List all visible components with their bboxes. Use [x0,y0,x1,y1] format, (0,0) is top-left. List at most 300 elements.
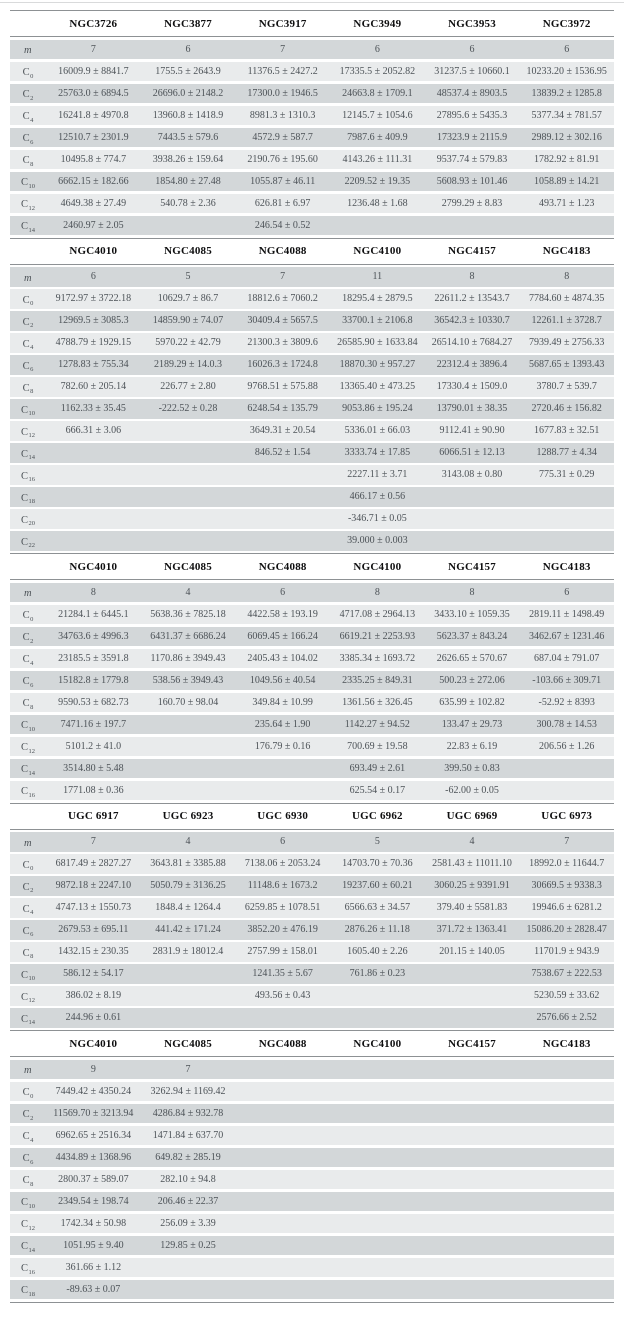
table-cell: 206.46 ± 22.37 [157,1195,219,1207]
table-cell: 201.15 ± 140.05 [439,946,505,958]
row-label-subscript: 0 [30,865,34,873]
table-cell: 3780.7 ± 539.7 [536,381,597,393]
column-header: NGC3917 [258,17,307,30]
row-label-subscript: 2 [30,94,34,102]
table-cell: 5230.59 ± 33.62 [533,990,600,1002]
row-label-base: m [23,272,32,284]
table-cell: 14859.90 ± 74.07 [152,315,224,327]
row-label [10,1280,46,1298]
row-label-base: C [22,1131,30,1143]
row-label [10,965,46,983]
column-header: NGC3877 [164,17,212,30]
row-label-base: C [20,1241,28,1253]
table-cell: 3514.80 ± 5.48 [63,762,124,774]
row-label-base: C [20,448,28,460]
table-cell: 13839.2 ± 1285.8 [531,87,602,99]
table-cell: 9172.97 ± 3722.18 [55,293,132,305]
row-label-base: C [20,1013,28,1025]
column-header: NGC4010 [69,1037,118,1050]
table-cell: 235.64 ± 1.90 [254,718,311,730]
table-cell: 9112.41 ± 90.90 [439,425,505,437]
table-row [10,876,614,896]
table-cell: 4143.26 ± 111.31 [342,153,413,165]
table-cell: 1361.56 ± 326.45 [342,696,413,708]
table-cell: 36542.3 ± 10330.7 [434,315,510,327]
row-label-subscript: 14 [28,454,35,462]
table-cell: 11148.6 ± 1673.2 [247,880,318,892]
row-label [10,1082,46,1100]
table-cell: 399.50 ± 0.83 [444,762,500,774]
table-cell: 1471.84 ± 637.70 [152,1129,224,1141]
table-cell: 2876.26 ± 11.18 [344,924,410,936]
row-label-subscript: 6 [30,366,34,374]
table-cell: 2831.9 ± 18012.4 [152,946,224,958]
row-label [10,62,46,80]
row-label-base: C [22,925,30,937]
table-cell: 5970.22 ± 42.79 [155,337,221,349]
table-row [10,920,614,940]
table-cell: 3143.08 ± 0.80 [441,469,503,481]
row-label-base: C [22,1109,30,1121]
header-bottom-rule [10,579,614,580]
table-cell: 18992.0 ± 11644.7 [529,858,605,870]
row-label-subscript: 14 [28,1019,35,1027]
table-row [10,854,614,874]
table-cell: 782.60 ± 205.14 [60,381,127,393]
row-label [10,987,46,1005]
row-label [10,488,46,506]
table-row [10,737,614,757]
table-cell: 6 [280,586,286,598]
row-label-base: C [22,676,30,688]
row-label-base: C [20,1285,28,1297]
row-label [10,510,46,528]
header-bottom-rule [10,264,614,265]
table-cell: 12145.7 ± 1054.6 [342,109,413,121]
row-label-base: C [22,654,30,666]
row-label [10,312,46,330]
table-cell: 540.78 ± 2.36 [160,197,216,209]
row-label [10,1148,46,1166]
row-label-subscript: 14 [28,226,35,234]
row-label [10,334,46,352]
table-cell: 31237.5 ± 10660.1 [434,65,510,77]
table-cell: 8 [469,586,475,598]
table-cell: 9872.18 ± 2247.10 [55,880,132,892]
table-cell: 649.82 ± 285.19 [155,1151,221,1163]
column-header: NGC4085 [164,1037,212,1050]
table-cell: 6962.65 ± 2516.34 [55,1129,132,1141]
row-label-base: C [20,1197,28,1209]
header-bottom-rule [10,829,614,830]
table-cell: 5050.79 ± 3136.25 [150,880,226,892]
table-cell: 17300.0 ± 1946.5 [247,87,318,99]
table-cell: 538.56 ± 3949.43 [152,674,224,686]
table-cell: 5336.01 ± 66.03 [344,425,411,437]
table-cell: 1055.87 ± 46.11 [250,175,316,187]
row-label [10,627,46,645]
table-cell: 2799.29 ± 8.83 [441,197,503,209]
table-cell: 5623.37 ± 843.24 [436,630,508,642]
table-cell: 3462.67 ± 1231.46 [528,630,605,642]
row-label-base: C [20,470,28,482]
row-label [10,216,46,234]
table-row [10,964,614,984]
table-cell: 666.31 ± 3.06 [65,425,122,437]
table-cell: 6 [469,43,475,55]
row-label-base: C [20,1219,28,1231]
table-cell: 5377.34 ± 781.57 [531,109,602,121]
table-cell: 3643.81 ± 3385.88 [150,858,226,870]
table-cell: 4649.38 ± 27.49 [60,197,127,209]
table-cell: 10629.7 ± 86.7 [157,293,219,305]
coefficient-tables [10,10,614,1303]
row-label-subscript: 8 [30,1180,34,1188]
row-label [10,400,46,418]
row-label-base: C [20,426,28,438]
table-cell: 160.70 ± 98.04 [157,696,219,708]
table-cell: 12261.1 ± 3728.7 [531,315,602,327]
table-cell: 7 [280,43,286,55]
row-label-subscript: 22 [28,542,35,550]
table-cell: 244.96 ± 0.61 [65,1012,122,1024]
row-label [10,1192,46,1210]
row-label-subscript: 2 [30,1114,34,1122]
table-header-row [10,1031,614,1056]
row-label-subscript: 8 [30,388,34,396]
table-row [10,1236,614,1256]
column-header: NGC4088 [258,1037,307,1050]
table-row [10,759,614,779]
table-cell: 1742.34 ± 50.98 [60,1217,127,1229]
column-header: UGC 6930 [257,810,309,822]
row-label-base: C [22,360,30,372]
table-cell: 300.78 ± 14.53 [536,718,597,730]
table-cell: 2349.54 ± 198.74 [58,1195,129,1207]
table-row [10,671,614,691]
row-label [10,605,46,623]
row-label-subscript: 6 [30,138,34,146]
table-cell: 4 [185,836,191,848]
table-row [10,942,614,962]
table-cell: 9768.51 ± 575.88 [247,381,318,393]
table-section-1 [10,10,614,235]
table-cell: 493.71 ± 1.23 [538,197,595,209]
table-cell: 6248.54 ± 135.79 [247,403,318,415]
table-cell: 1771.08 ± 0.36 [63,784,124,796]
table-header-row [10,554,614,579]
table-cell: 7 [90,43,96,55]
table-row [10,715,614,735]
row-label-subscript: 6 [30,681,34,689]
table-cell: -103.66 ± 309.71 [532,674,602,686]
table-row [10,1104,614,1124]
row-label-subscript: 12 [28,747,35,755]
table-cell: 256.09 ± 3.39 [160,1217,216,1229]
table-cell: 2227.11 ± 3.71 [347,469,408,481]
table-cell: 4788.79 ± 1929.15 [55,337,132,349]
table-row [10,150,614,170]
column-header: NGC4157 [448,560,496,573]
row-label-base: C [22,610,30,622]
table-cell: 500.23 ± 272.06 [439,674,505,686]
table-cell: 6817.49 ± 2827.27 [55,858,132,870]
row-label-subscript: 4 [30,909,34,917]
row-label [10,1060,46,1078]
row-label [10,921,46,939]
table-cell: 7 [185,1063,191,1075]
table-row [10,898,614,918]
column-header: UGC 6973 [541,810,593,822]
table-cell: 1432.15 ± 230.35 [58,946,129,958]
table-body [10,267,614,551]
row-label-subscript: 20 [28,520,35,528]
table-cell: 16026.3 ± 1724.8 [247,359,318,371]
row-label-base: C [22,903,30,915]
row-label [10,128,46,146]
table-cell: 39.000 ± 0.003 [347,535,408,547]
row-label [10,855,46,873]
table-cell: 1241.35 ± 5.67 [252,968,313,980]
table-cell: 386.02 ± 8.19 [65,990,122,1002]
row-label-subscript: 12 [28,997,35,1005]
table-cell: 4 [469,836,475,848]
column-header: NGC4157 [448,1037,496,1050]
row-label-subscript: 10 [28,182,35,190]
table-cell: 21300.3 ± 3809.6 [247,337,318,349]
table-cell: 687.04 ± 791.07 [533,652,600,664]
table-cell: 361.66 ± 1.12 [65,1261,122,1273]
table-cell: 6566.63 ± 34.57 [344,902,411,914]
table-body [10,40,614,236]
row-label-base: C [22,338,30,350]
table-cell: 15086.20 ± 2828.47 [526,924,607,936]
table-row [10,355,614,375]
row-label [10,356,46,374]
row-label-subscript: 14 [28,1246,35,1254]
table-section-3 [10,553,614,800]
table-cell: 11569.70 ± 3213.94 [53,1107,134,1119]
table-cell: 693.49 ± 2.61 [349,762,406,774]
table-row [10,194,614,214]
table-cell: 7449.42 ± 4350.24 [55,1085,132,1097]
row-label [10,583,46,601]
table-cell: 246.54 ± 0.52 [254,219,311,231]
table-cell: 493.56 ± 0.43 [254,990,311,1002]
column-header: NGC4100 [353,245,402,257]
table-cell: 5 [185,271,191,283]
row-label [10,172,46,190]
row-label-subscript: 0 [30,1092,34,1100]
row-label [10,40,46,58]
table-cell: 2335.25 ± 849.31 [342,674,413,686]
row-label [10,106,46,124]
table-cell: 5608.93 ± 101.46 [436,175,508,187]
table-row [10,583,614,603]
table-cell: 19237.60 ± 60.21 [342,880,413,892]
row-label [10,877,46,895]
table-cell: 1755.5 ± 2643.9 [155,65,221,77]
table-row [10,399,614,419]
row-label [10,943,46,961]
table-cell: 2581.43 ± 11011.10 [432,858,512,870]
table-row [10,421,614,441]
table-cell: 6431.37 ± 6686.24 [150,630,226,642]
row-label [10,290,46,308]
row-label-subscript: 18 [28,498,35,506]
table-cell: 2209.52 ± 19.35 [344,175,411,187]
row-label-base: C [22,1153,30,1165]
row-label-base: C [20,742,28,754]
column-header: NGC4183 [542,245,591,257]
row-label-base: C [22,111,30,123]
table-row [10,465,614,485]
table-cell: 176.79 ± 0.16 [254,740,311,752]
table-cell: 775.31 ± 0.29 [538,469,595,481]
table-cell: 5687.65 ± 1393.43 [528,359,605,371]
row-label-base: C [20,969,28,981]
table-cell: 10495.8 ± 774.7 [60,153,127,165]
row-label [10,1236,46,1254]
row-label [10,693,46,711]
table-cell: 7443.5 ± 579.6 [157,131,219,143]
table-cell: 9053.86 ± 195.24 [342,403,413,415]
row-label-subscript: 16 [28,476,35,484]
column-header: NGC3953 [448,17,496,30]
table-cell: 3649.31 ± 20.54 [249,425,316,437]
table-cell: 11376.5 ± 2427.2 [247,65,318,77]
table-cell: 206.56 ± 1.26 [538,740,595,752]
table-cell: 22611.2 ± 13543.7 [434,293,510,305]
row-label-base: C [22,698,30,710]
table-cell: 1854.80 ± 27.48 [155,175,221,187]
row-label [10,268,46,286]
table-section-4 [10,803,614,1028]
row-label-subscript: 0 [30,615,34,623]
table-cell: 13790.01 ± 38.35 [436,403,508,415]
row-label-subscript: 14 [28,769,35,777]
table-cell: 6066.51 ± 12.13 [439,447,505,459]
column-header: NGC4010 [69,560,118,573]
table-cell: 30409.4 ± 5657.5 [247,315,318,327]
table-cell: -52.92 ± 8393 [538,696,595,708]
table-cell: 13365.40 ± 473.25 [339,381,416,393]
table-cell: 2800.37 ± 589.07 [58,1173,129,1185]
table-row [10,443,614,463]
row-label-base: C [22,382,30,394]
table-cell: 9590.53 ± 682.73 [58,696,129,708]
table-cell: 1782.92 ± 81.91 [533,153,600,165]
table-cell: 3262.94 ± 1169.42 [150,1085,226,1097]
table-cell: 4422.58 ± 193.19 [247,608,318,620]
row-label-base: C [22,155,30,167]
row-label-subscript: 18 [28,1290,35,1298]
table-cell: 3938.26 ± 159.64 [152,153,224,165]
row-label [10,1214,46,1232]
table-cell: 33700.1 ± 2106.8 [342,315,413,327]
row-label-subscript: 8 [30,160,34,168]
row-label-base: C [22,632,30,644]
table-cell: 4286.84 ± 932.78 [152,1107,224,1119]
table-header-row [10,804,614,829]
row-label [10,466,46,484]
table-row [10,84,614,104]
table-row [10,267,614,287]
table-cell: 1236.48 ± 1.68 [347,197,408,209]
table-row [10,1008,614,1028]
row-label-base: C [20,221,28,233]
row-label [10,781,46,799]
table-cell: 6 [564,586,570,598]
table-row [10,1126,614,1146]
table-cell: 6662.15 ± 182.66 [58,175,129,187]
table-cell: 8 [469,271,475,283]
table-cell: 6 [564,43,570,55]
column-header: NGC4085 [164,560,212,573]
row-label [10,833,46,851]
table-cell: 2460.97 ± 2.05 [63,219,124,231]
table-row [10,216,614,236]
table-cell: 1142.27 ± 94.52 [344,718,410,730]
table-row [10,832,614,852]
row-label-base: C [20,199,28,211]
table-section-5 [10,1030,614,1299]
row-label-subscript: 0 [30,72,34,80]
table-row [10,1280,614,1300]
table-cell: 4572.9 ± 587.7 [252,131,313,143]
row-label-base: C [20,1263,28,1275]
table-cell: 48537.4 ± 8903.5 [436,87,508,99]
table-cell: 16009.9 ± 8841.7 [58,65,129,77]
row-label [10,1009,46,1027]
table-cell: 26696.0 ± 2148.2 [152,87,224,99]
table-cell: 7 [90,836,96,848]
table-cell: 1288.77 ± 4.34 [536,447,597,459]
row-label-subscript: 16 [28,1268,35,1276]
table-cell: 6 [280,836,286,848]
row-label-subscript: 6 [30,1158,34,1166]
column-header: NGC4157 [448,245,496,257]
row-label-subscript: 10 [28,975,35,983]
row-label-base: C [20,492,28,504]
table-cell: 1170.86 ± 3949.43 [150,652,226,664]
table-cell: 15182.8 ± 1779.8 [58,674,129,686]
table-cell: 5638.36 ± 7825.18 [150,608,226,620]
column-header: NGC4100 [353,1037,402,1050]
table-cell: 7 [564,836,570,848]
row-label [10,671,46,689]
table-cell: 6619.21 ± 2253.93 [339,630,416,642]
table-cell: 2576.66 ± 2.52 [536,1012,597,1024]
table-cell: 16241.8 ± 4970.8 [58,109,129,121]
table-cell: 26514.10 ± 7684.27 [431,337,513,349]
table-cell: 11701.9 ± 943.9 [534,946,600,958]
table-cell: 30669.5 ± 9338.3 [531,880,602,892]
row-label-base: m [23,588,32,600]
table-cell: 846.52 ± 1.54 [254,447,311,459]
column-header: UGC 6962 [351,810,403,822]
row-label-subscript: 10 [28,410,35,418]
table-cell: 3385.34 ± 1693.72 [339,652,416,664]
table-cell: 226.77 ± 2.80 [160,381,216,393]
table-cell: 3060.25 ± 9391.91 [434,880,510,892]
row-label [10,899,46,917]
column-header: NGC4088 [258,560,307,573]
table-cell: 23185.5 ± 3591.8 [58,652,129,664]
table-cell: 22312.4 ± 3896.4 [436,359,508,371]
table-section-2 [10,238,614,551]
table-row [10,333,614,353]
